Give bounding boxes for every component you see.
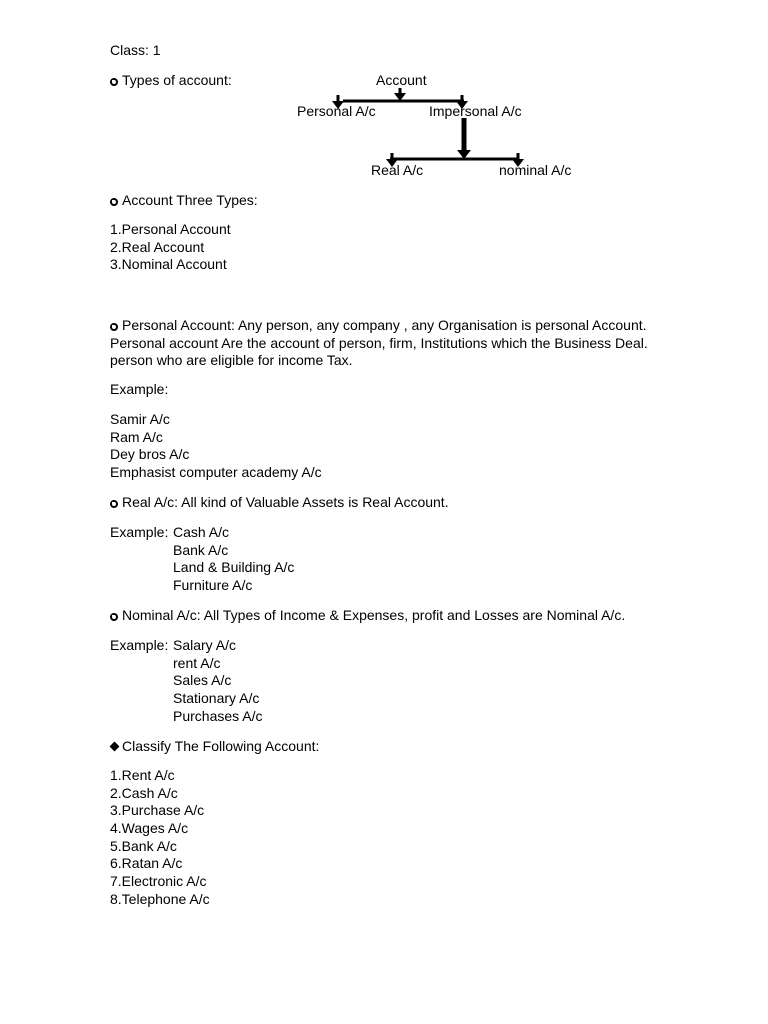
list-item: 7.Electronic A/c (110, 873, 207, 890)
nominal-definition: Nominal A/c: All Types of Income & Expenses, profit and Losses are Nominal A/c. (122, 607, 626, 623)
list-item: Cash A/c (173, 524, 230, 540)
diagram-node-account: Account (376, 72, 427, 88)
list-item: Samir A/c (110, 411, 170, 427)
list-item: Sales A/c (173, 672, 232, 689)
list-item: 2.Cash A/c (110, 784, 178, 801)
list-item: rent A/c (173, 654, 221, 671)
nominal-example-label: Example: (110, 637, 169, 653)
personal-line-1 (110, 317, 648, 335)
real-examples-list (173, 524, 294, 595)
list-item: Purchases A/c (173, 707, 263, 724)
list-item: 3.Purchase A/c (110, 802, 205, 819)
real-example-label: Example: (110, 524, 169, 540)
personal-line-1-text: Personal Account: Any person, any company , any Organisation is personal Account. (122, 317, 647, 333)
three-types-list (110, 221, 231, 274)
ring-bullet-icon (110, 198, 118, 206)
list-item: 8.Telephone A/c (110, 890, 210, 907)
classify-list (110, 767, 210, 909)
list-item: 4.Wages A/c (110, 820, 189, 837)
list-item: Stationary A/c (173, 690, 260, 707)
classify-heading: Classify The Following Account: (122, 738, 320, 754)
list-item: 1.Rent A/c (110, 767, 175, 783)
list-item: Bank A/c (173, 541, 229, 558)
real-definition-line (110, 494, 449, 512)
personal-line-2: Personal account Are the account of person, firm, Institutions which the Business Deal. (110, 334, 648, 351)
ring-bullet-icon (110, 500, 118, 508)
types-heading-line (110, 72, 232, 90)
list-item: Furniture A/c (173, 577, 253, 594)
three-types-heading-line (110, 192, 258, 210)
personal-example-label: Example: (110, 381, 169, 397)
ring-bullet-icon (110, 78, 118, 86)
list-item: Salary A/c (173, 637, 237, 653)
three-types-heading: Account Three Types: (122, 192, 258, 208)
real-definition: Real A/c: All kind of Valuable Assets is Real Account. (122, 494, 449, 510)
diagram-node-real: Real A/c (371, 162, 424, 178)
diagram-node-nominal: nominal A/c (499, 162, 572, 178)
list-item: Land & Building A/c (173, 559, 295, 576)
personal-line-3: person who are eligible for income Tax. (110, 352, 353, 369)
personal-examples-list (110, 411, 322, 482)
diagram-node-personal: Personal A/c (297, 103, 376, 119)
list-item: 5.Bank A/c (110, 837, 177, 854)
nominal-definition-line (110, 607, 625, 625)
nominal-examples-list (173, 637, 263, 725)
list-item: Emphasist computer academy A/c (110, 464, 322, 481)
list-item: Dey bros A/c (110, 446, 190, 463)
diamond-bullet-icon (110, 742, 120, 752)
ring-bullet-icon (110, 613, 118, 621)
list-item: 1.Personal Account (110, 221, 231, 237)
personal-definition (110, 317, 648, 370)
diagram-node-impersonal: Impersonal A/c (429, 103, 522, 119)
list-item: Ram A/c (110, 428, 163, 445)
classify-heading-line (110, 738, 319, 756)
list-item: 2.Real Account (110, 238, 205, 255)
account-type-diagram (290, 66, 590, 186)
list-item: 6.Ratan A/c (110, 855, 183, 872)
types-heading: Types of account: (122, 72, 232, 88)
class-line: Class: 1 (110, 42, 161, 58)
list-item: 3.Nominal Account (110, 256, 227, 273)
ring-bullet-icon (110, 323, 118, 331)
